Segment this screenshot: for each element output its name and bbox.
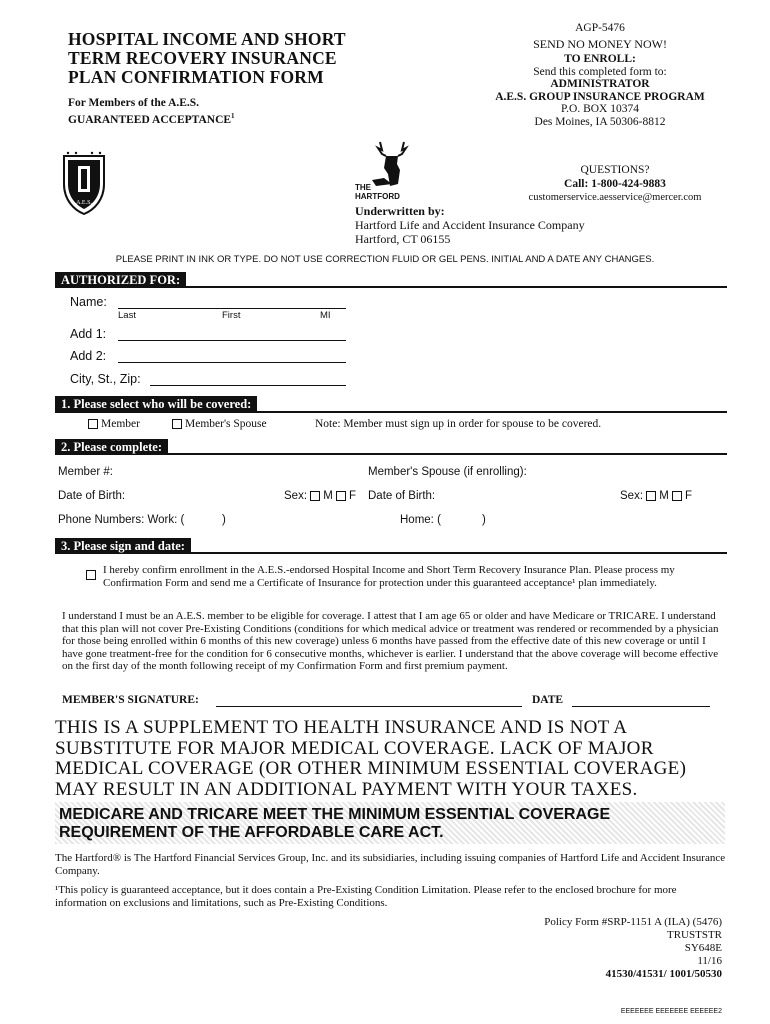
understand-text: I understand I must be an A.E.S. member to be eligible for coverage. I attest that I am age 65 or older and have Medicare or TRICARE. I understand that this plan will not cover Pre-Existing Conditions (conditions for which medical advice or treatment was rendered or recommended by a physician for those being enrolled within 6 months of this new coverage) unless 6 months have passed from the effective date of this new coverage or until I have gone treatment-free for the condition for 6 consecutive months, whichever is earlier. I understand that the above coverage will become effective on the first day of the month following receipt of my Confirmation Form and first premium payment. xyxy=(62,610,719,672)
mi-label: MI xyxy=(320,310,331,321)
signature-field[interactable] xyxy=(216,706,522,707)
add2-label: Add 2: xyxy=(70,349,107,363)
hartford-note: The Hartford® is The Hartford Financial Services Group, Inc. and its subsidiaries, including issuing companies of Hartford Life and Accident Insurance Company. xyxy=(55,852,726,877)
last-label: Last xyxy=(118,310,136,321)
supplement-disclaimer: THIS IS A SUPPLEMENT TO HEALTH INSURANCE AND IS NOT A SUBSTITUTE FOR MAJOR MEDICAL COVERAGE. LACK OF MAJOR MEDICAL COVERAGE (OR OTHER MINIMUM ESSENTIAL COVERAGE) MAY RESULT IN AN ADDITIONAL PAYMENT WITH YOUR TAXES. xyxy=(55,717,687,800)
members-note: For Members of the A.E.S. GUARANTEED ACCEPTANCE$^1$ xyxy=(68,97,235,126)
dob-label: Date of Birth: xyxy=(58,490,126,502)
policy-info: Policy Form #SRP-1151 A (ILA) (5476) TRUSTSTR SY648E 11/16 41530/41531/ 1001/50530 xyxy=(544,916,722,980)
phone-home-close: ) xyxy=(482,514,486,526)
confirm-text: I hereby confirm enrollment in the A.E.S.-endorsed Hospital Income and Short Term Recovery Insurance Plan. Please process my Confirmation Form and send me a Certificate of Insurance for protection under this guaranteed acceptance¹ plan immediately. xyxy=(103,564,675,589)
city-field[interactable] xyxy=(150,385,346,386)
name-label: Name: xyxy=(70,295,107,309)
section1-heading: 1. Please select who will be covered: xyxy=(55,396,257,412)
member-sex[interactable]: Sex: M F xyxy=(284,490,357,502)
footnote: ¹This policy is guaranteed acceptance, but it does contain a Pre-Existing Condition Limitation. Please refer to the enclosed brochure for more information on exclusions and limitations, such as Pre-Existing Conditions. xyxy=(55,884,677,909)
aes-seal-logo xyxy=(60,150,108,215)
city-label: City, St., Zip: xyxy=(70,372,141,386)
phone-home-label: Home: ( xyxy=(400,514,441,526)
medicare-note: MEDICARE AND TRICARE MEET THE MINIMUM ESSENTIAL COVERAGE REQUIREMENT OF THE AFFORDABLE CARE ACT. xyxy=(55,802,725,844)
spouse-enrolling-label: Member's Spouse (if enrolling): xyxy=(368,466,527,478)
hartford-stag-icon xyxy=(370,140,414,188)
phone-work-close: ) xyxy=(222,514,226,526)
svg-text:A.E.S.: A.E.S. xyxy=(76,200,92,206)
member-sex-m-checkbox[interactable] xyxy=(310,491,320,501)
section3-heading: 3. Please sign and date: xyxy=(55,538,191,554)
hartford-logo-text: THE HARTFORD xyxy=(355,183,400,201)
member-number-label: Member #: xyxy=(58,466,113,478)
spouse-note: Note: Member must sign up in order for spouse to be covered. xyxy=(315,418,602,430)
form-title: HOSPITAL INCOME AND SHORT TERM RECOVERY INSURANCE PLAN CONFIRMATION FORM xyxy=(68,29,346,87)
phone-work-label: Phone Numbers: Work: ( xyxy=(58,514,185,526)
section2-heading: 2. Please complete: xyxy=(55,439,168,455)
spouse-checkbox[interactable] xyxy=(172,419,182,429)
spouse-sex-m-checkbox[interactable] xyxy=(646,491,656,501)
spouse-sex-f-checkbox[interactable] xyxy=(672,491,682,501)
spouse-option[interactable]: Member's Spouse xyxy=(172,418,267,430)
first-label: First xyxy=(222,310,241,321)
authorized-heading: AUTHORIZED FOR: xyxy=(55,272,186,288)
date-label: DATE xyxy=(532,694,564,706)
name-field[interactable] xyxy=(118,308,346,309)
spouse-sex[interactable]: Sex: M F xyxy=(620,490,693,502)
add2-field[interactable] xyxy=(118,362,346,363)
footer-code: EEEEEEE EEEEEEE EEEEEE2 xyxy=(620,1008,722,1015)
print-instructions: PLEASE PRINT IN INK OR TYPE. DO NOT USE CORRECTION FLUID OR GEL PENS. INITIAL AND A DATE ANY CHANGES. xyxy=(115,254,655,265)
member-option[interactable]: Member xyxy=(88,418,140,430)
member-sex-f-checkbox[interactable] xyxy=(336,491,346,501)
underwriter-block: Underwritten by: Hartford Life and Accident Insurance Company Hartford, CT 06155 xyxy=(355,204,585,246)
date-field[interactable] xyxy=(572,706,710,707)
questions-block: QUESTIONS? Call: 1-800-424-9883 customerservice.aesservice@mercer.com xyxy=(528,164,702,203)
form-code: AGP-5476 xyxy=(575,22,625,34)
member-checkbox[interactable] xyxy=(88,419,98,429)
spouse-dob-label: Date of Birth: xyxy=(368,490,436,502)
add1-label: Add 1: xyxy=(70,327,107,341)
signature-label: MEMBER'S SIGNATURE: xyxy=(62,694,199,706)
enroll-block: AGP-5476 SEND NO MONEY NOW! TO ENROLL: Send this completed form to: ADMINISTRATOR A.E.S. GROUP INSURANCE PROGRAM P.O. BOX 10374 Des Moines, IA 50306-8812 xyxy=(470,22,730,128)
add1-field[interactable] xyxy=(118,340,346,341)
confirm-checkbox[interactable] xyxy=(86,566,99,584)
